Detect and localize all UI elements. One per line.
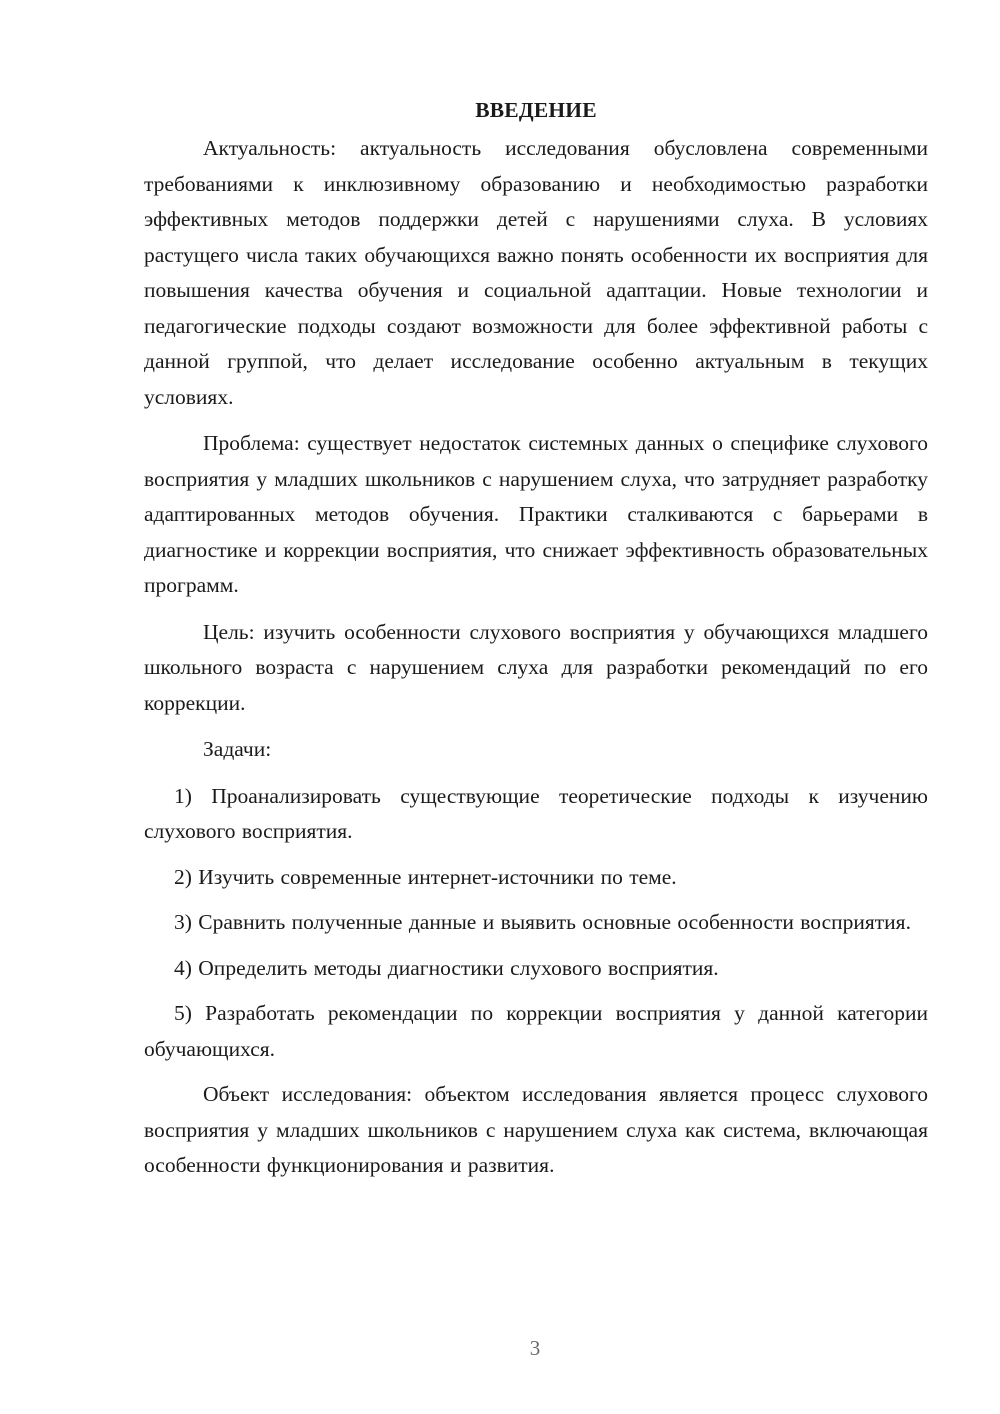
page-number: 3 bbox=[529, 1336, 541, 1360]
tasks-label: Задачи: bbox=[203, 737, 272, 761]
task-item-2: 2) Изучить современные интернет-источники по теме. bbox=[174, 864, 677, 889]
task-item-3: 3) Сравнить полученные данные и выявить основные особенности восприятия. bbox=[174, 910, 911, 934]
object-paragraph: Объект исследования: объектом исследования является процесс слухового восприятия у младших школьников с нарушением слуха как система, включающая особенности функционирования и развития. bbox=[144, 1082, 928, 1177]
task-item-5: 5) Разработать рекомендации по коррекции восприятия у данной категории обучающихся. bbox=[144, 1001, 928, 1061]
relevance-paragraph: Актуальность: актуальность исследования обусловлена современными требованиями к инклюзивному образованию и необходимостью разработки эффективных методов поддержки детей с нарушениями слуха. В условиях растущего числа таких обучающихся важно понять особенности их восприятия для повышения качества обучения и социальной адаптации. Новые технологии и педагогические подходы создают возможности для более эффективной работы с данной группой, что делает исследование особенно актуальным в текущих условиях. bbox=[144, 136, 928, 409]
task-item-4: 4) Определить методы диагностики слухового восприятия. bbox=[174, 955, 719, 980]
task-item-1: 1) Проанализировать существующие теоретические подходы к изучению слухового восприятия. bbox=[144, 783, 928, 843]
problem-paragraph: Проблема: существует недостаток системных данных о специфике слухового восприятия у младших школьников с нарушением слуха, что затрудняет разработку адаптированных методов обучения. Практики сталкиваются с барьерами в диагностике и коррекции восприятия, что снижает эффективность образовательных программ. bbox=[144, 431, 928, 597]
goal-paragraph: Цель: изучить особенности слухового восприятия у обучающихся младшего школьного возраста с нарушением слуха для разработки рекомендаций по его коррекции. bbox=[144, 619, 928, 715]
section-heading: ВВЕДЕНИЕ bbox=[475, 98, 597, 122]
page-content bbox=[144, 92, 928, 1195]
